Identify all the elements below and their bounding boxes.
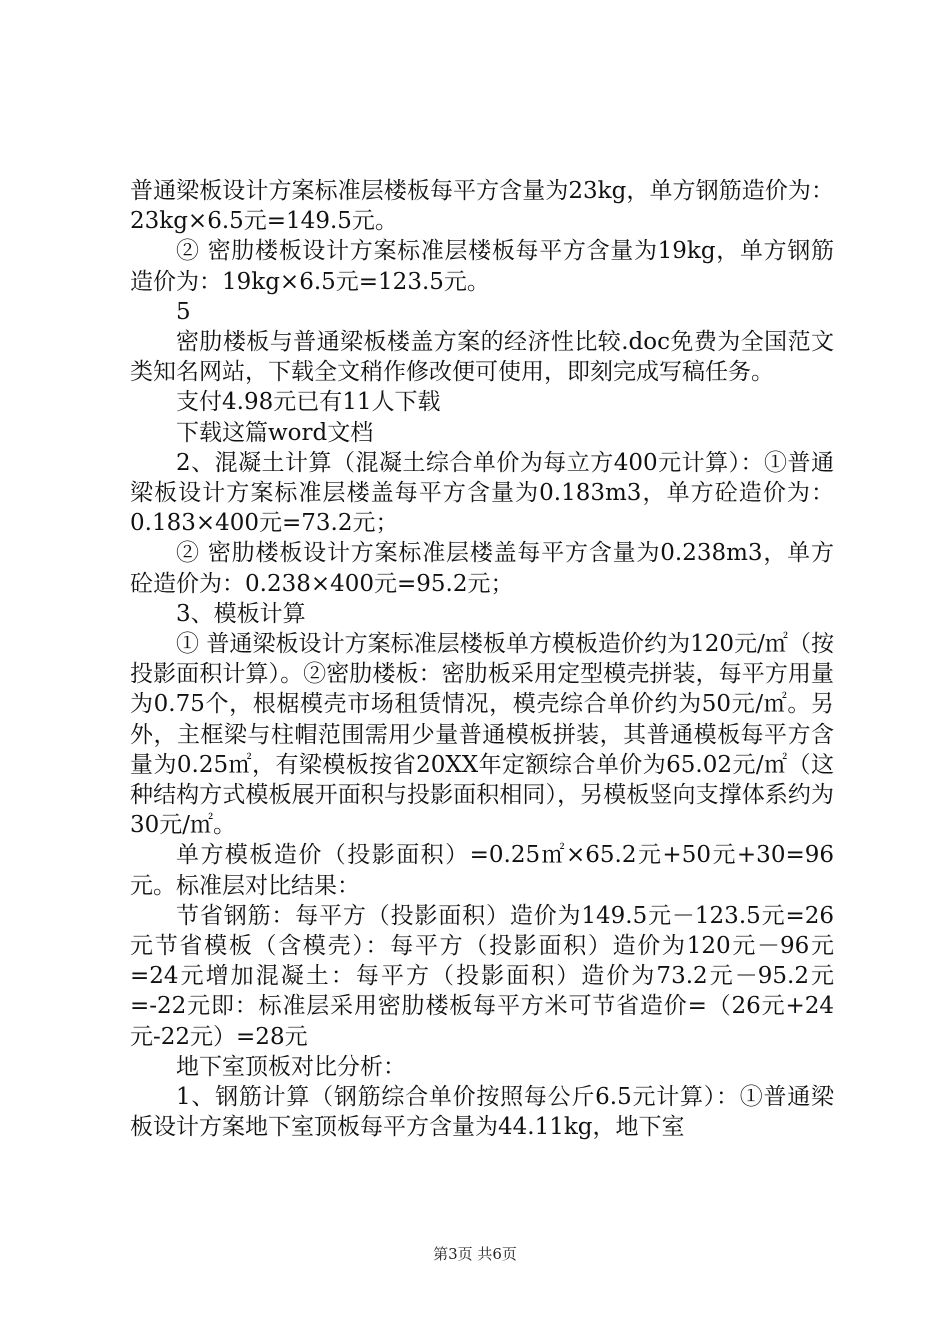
- page-footer: 第3页 共6页: [433, 1245, 517, 1263]
- paragraph-10: ① 普通梁板设计方案标准层楼板单方模板造价约为120元/㎡（按投影面积计算）。②密肋楼板：密肋板采用定型模壳拼装，每平方用量为0.75个，根椐模壳市场租赁情况，模壳综合单价约为50元/㎡。另外，主框梁与柱帽范围需用少量普通模板拼装，其普通模板每平方含量为0.25㎡，有梁模板按省20XX年定额综合单价为65.02元/㎡（这种结构方式模板展开面积与投影面积相同），另模板竖向支撑体系约为30元/㎡。: [130, 631, 834, 839]
- paragraph-7: 2、混凝土计算（混凝土综合单价为每立方400元计算）：①普通梁板设计方案标准层楼盖每平方含量为0.183m3，单方砼造价为：0.183×400元=73.2元；: [130, 449, 834, 537]
- paragraph-11: 单方模板造价（投影面积）=0.25㎡×65.2元+50元+30=96元。标准层对比结果：: [130, 842, 834, 899]
- paragraph-12: 节省钢筋：每平方（投影面积）造价为149.5元－123.5元=26元节省模板（含模壳）：每平方（投影面积）造价为120元－96元=24元增加混凝土：每平方（投影面积）造价为73.2元－95.2元=-22元即：标准层采用密肋楼板每平方米可节省造价=（26元+24元-22元）=28元: [130, 902, 834, 1050]
- paragraph-9: 3、模板计算: [176, 600, 306, 627]
- paragraph-5: 支付4.98元已有11人下载: [176, 389, 441, 416]
- paragraph-6: 下载这篇word文档: [176, 419, 374, 446]
- paragraph-14: 1、钢筋计算（钢筋综合单价按照每公斤6.5元计算）：①普通梁板设计方案地下室顶板每平方含量为44.11kg，地下室: [130, 1084, 834, 1141]
- paragraph-2: ② 密肋楼板设计方案标准层楼板每平方含量为19kg，单方钢筋造价为：19kg×6.5元=123.5元。: [130, 238, 834, 295]
- paragraph-13: 地下室顶板对比分析：: [176, 1053, 406, 1080]
- paragraph-3: 5: [176, 298, 191, 325]
- paragraph-1: 普通梁板设计方案标准层楼板每平方含量为23kg，单方钢筋造价为：23kg×6.5元=149.5元。: [130, 178, 834, 235]
- document-body: [130, 176, 834, 1143]
- paragraph-8: ② 密肋楼板设计方案标准层楼盖每平方含量为0.238m3，单方砼造价为：0.238×400元=95.2元；: [130, 540, 834, 597]
- paragraph-4: 密肋楼板与普通梁板楼盖方案的经济性比较.doc免费为全国范文类知名网站，下载全文稍作修改便可使用，即刻完成写稿任务。: [130, 329, 834, 386]
